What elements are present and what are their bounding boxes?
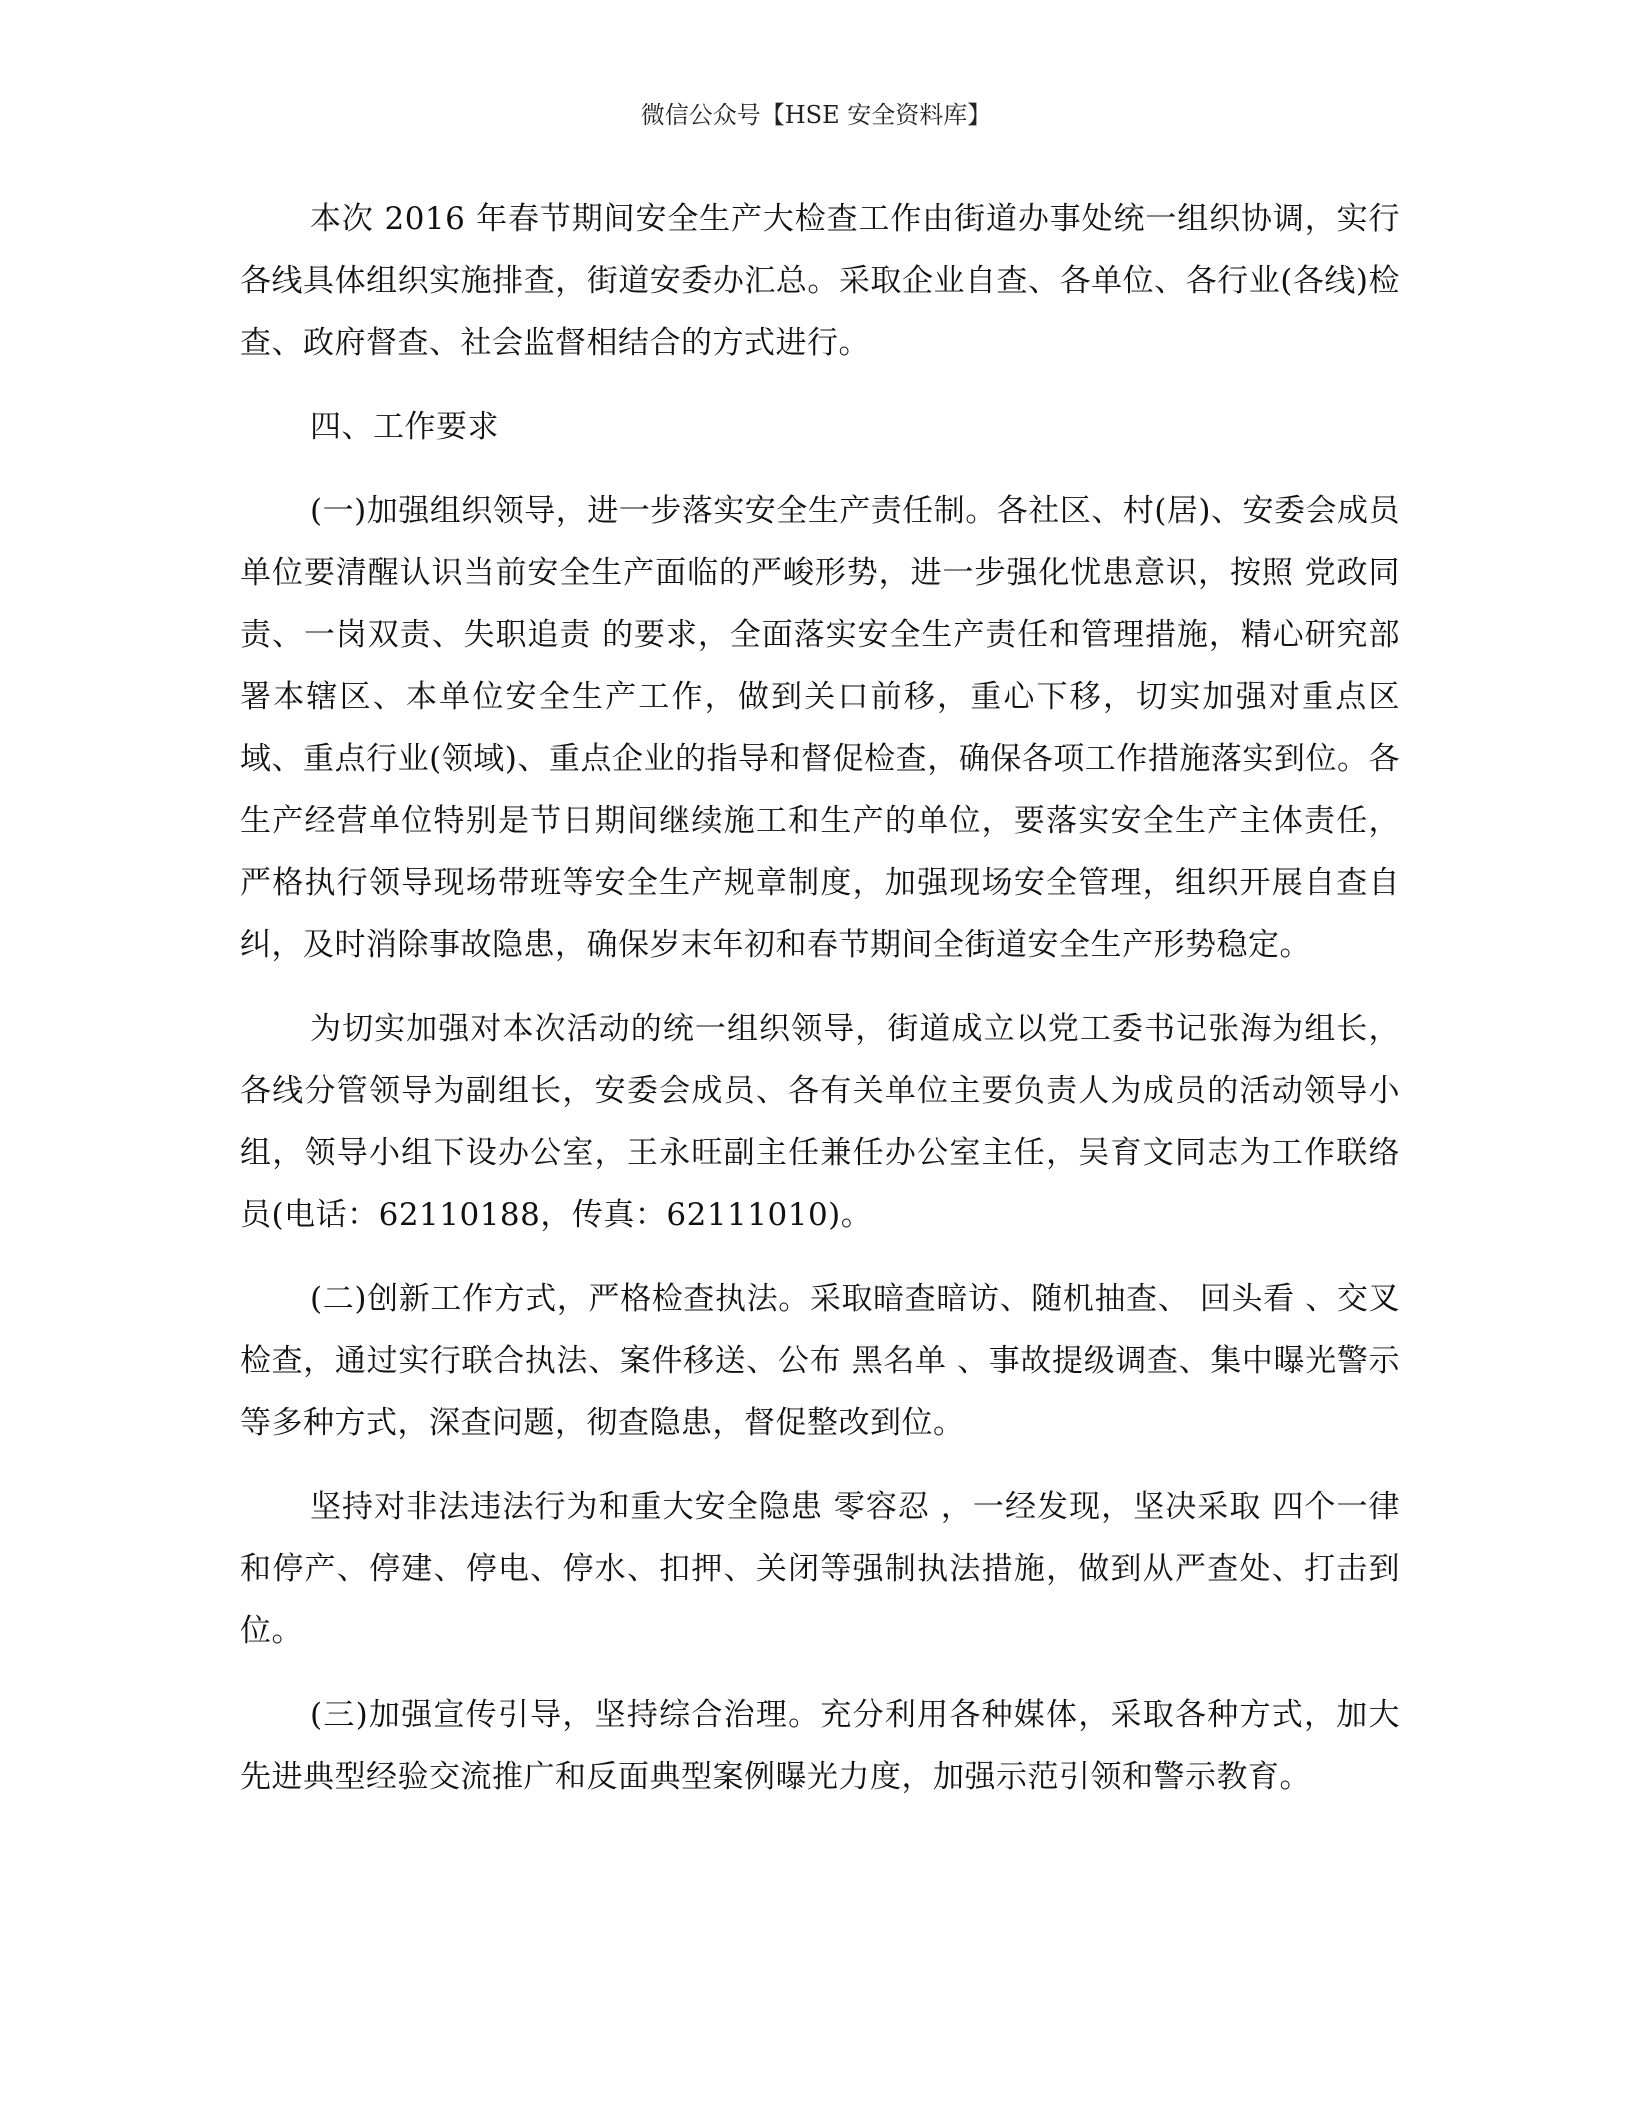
paragraph-leadership-group: 为切实加强对本次活动的统一组织领导，街道成立以党工委书记张海为组长，各线分管领导为副组长，安委会成员、各有关单位主要负责人为成员的活动领导小组，领导小组下设办公室，王永旺副主任兼任办公室主任，吴育文同志为工作联络员(电话：62110188，传真：62111010)。	[240, 1011, 1400, 1233]
section-heading-work-requirements: 四、工作要求	[310, 409, 499, 445]
paragraph-publicity-guidance: (三)加强宣传引导，坚持综合治理。充分利用各种媒体，采取各种方式，加大先进典型经验交流推广和反面典型案例曝光力度，加强示范引领和警示教育。	[240, 1697, 1400, 1795]
paragraph-inspection-method: 本次 2016 年春节期间安全生产大检查工作由街道办事处统一组织协调，实行各线具体组织实施排查，街道安委办汇总。采取企业自查、各单位、各行业(各线)检查、政府督查、社会监督相结合的方式进行。	[240, 201, 1400, 361]
document-body	[240, 188, 1400, 1830]
page-header: 微信公众号【HSE 安全资料库】	[640, 101, 992, 129]
paragraph-organization-leadership: (一)加强组织领导，进一步落实安全生产责任制。各社区、村(居)、安委会成员单位要清醒认识当前安全生产面临的严峻形势，进一步强化忧患意识，按照 党政同责、一岗双责、失职追责 的要求，全面落实安全生产责任和管理措施，精心研究部署本辖区、本单位安全生产工作，做到关口前移，重心下移，切实加强对重点区域、重点行业(领域)、重点企业的指导和督促检查，确保各项工作措施落实到位。各生产经营单位特别是节日期间继续施工和生产的单位，要落实安全生产主体责任，严格执行领导现场带班等安全生产规章制度，加强现场安全管理，组织开展自查自纠，及时消除事故隐患，确保岁末年初和春节期间全街道安全生产形势稳定。	[240, 493, 1400, 963]
paragraph-innovate-methods: (二)创新工作方式，严格检查执法。采取暗查暗访、随机抽查、 回头看 、交叉检查，通过实行联合执法、案件移送、公布 黑名单 、事故提级调查、集中曝光警示等多种方式，深查问题，彻查隐患，督促整改到位。	[240, 1281, 1400, 1441]
paragraph-zero-tolerance: 坚持对非法违法行为和重大安全隐患 零容忍 ，一经发现，坚决采取 四个一律 和停产、停建、停电、停水、扣押、关闭等强制执法措施，做到从严查处、打击到位。	[240, 1489, 1400, 1649]
